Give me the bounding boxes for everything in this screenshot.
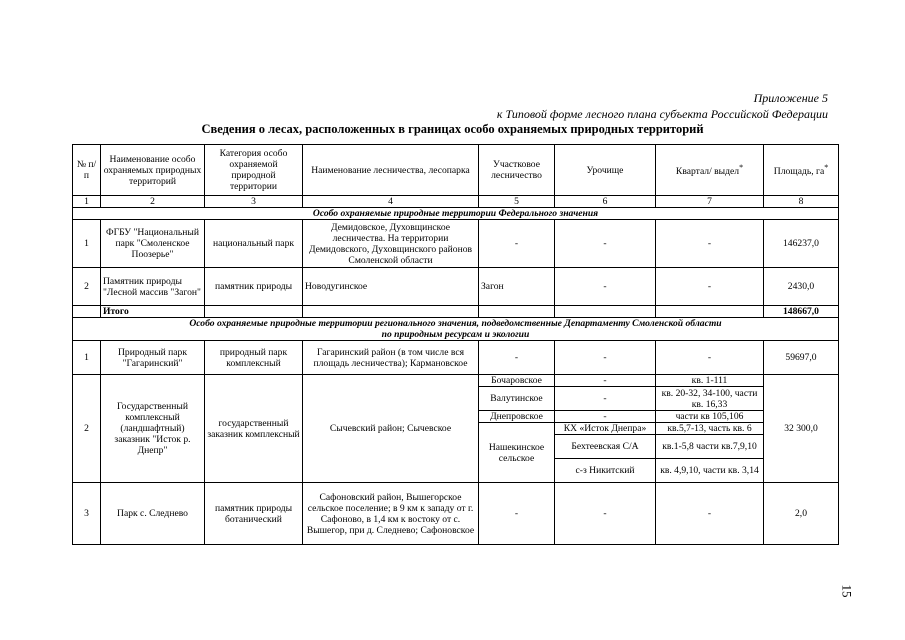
cell-tract: - — [555, 411, 656, 423]
cell-quarter: кв. 1-111 — [656, 375, 764, 387]
appendix-line-2: к Типовой форме лесного плана субъекта Российской Федерации — [496, 107, 828, 121]
cell-district: Бочаровское — [479, 375, 555, 387]
cell-district: - — [479, 341, 555, 375]
table-row — [73, 375, 839, 387]
protected-areas-table — [72, 144, 839, 545]
cell-quarter: кв.1-5,8 части кв.7,9,10 — [656, 435, 764, 459]
table-row — [73, 220, 839, 268]
table-row — [73, 483, 839, 545]
cell-num: 2 — [73, 268, 101, 306]
cell-quarter: кв. 4,9,10, части кв. 3,14 — [656, 459, 764, 483]
cell-forestry: Сафоновский район, Вышегорское сельское поселение; в 9 км к западу от г. Сафоново, в 1,4 км к востоку от с. Вышегор, при д. Следнево; Сафоновское — [303, 483, 479, 545]
cell-name: ФГБУ "Национальный парк "Смоленское Поозерье" — [101, 220, 205, 268]
colnum: 1 — [73, 196, 101, 208]
cell-tract: КХ «Исток Днепра» — [555, 423, 656, 435]
cell-tract: - — [555, 387, 656, 411]
cell-num: 1 — [73, 220, 101, 268]
section-regional-line-1: Особо охраняемые природные территории регионального значения, подведомственные Департаменту Смоленской области — [189, 318, 722, 329]
table-row — [73, 268, 839, 306]
cell-quarter: - — [656, 341, 764, 375]
section-regional-title — [73, 318, 839, 341]
cell-quarter: кв.5,7-13, часть кв. 6 — [656, 423, 764, 435]
col-area-header — [764, 145, 839, 196]
colnum: 4 — [303, 196, 479, 208]
cell-area: 2,0 — [764, 483, 839, 545]
header-row — [73, 145, 839, 196]
cell-tract: с-з Никитский — [555, 459, 656, 483]
cell-category: государственный заказник комплексный — [205, 375, 303, 483]
cell-num: 2 — [73, 375, 101, 483]
col-district-header: Участковое лесничество — [479, 145, 555, 196]
cell-forestry: Новодугинское — [303, 268, 479, 306]
cell-num: 1 — [73, 341, 101, 375]
col-category-header: Категория особо охраняемой природной территории — [205, 145, 303, 196]
cell-quarter: - — [656, 483, 764, 545]
colnum: 5 — [479, 196, 555, 208]
cell-forestry: Сычевский район; Сычевское — [303, 375, 479, 483]
col-area-header-text: Площадь, га — [773, 166, 825, 178]
colnum: 3 — [205, 196, 303, 208]
column-numbers-row — [73, 196, 839, 208]
cell-category: национальный парк — [205, 220, 303, 268]
col-num-header: № п/п — [73, 145, 101, 196]
col-quarter-header — [656, 145, 764, 196]
page-number: 15 — [839, 584, 855, 598]
footnote-mark: * — [824, 163, 829, 173]
colnum: 2 — [101, 196, 205, 208]
cell-district: Валутинское — [479, 387, 555, 411]
cell-name: Памятник природы "Лесной массив "Загон" — [101, 268, 205, 306]
cell-forestry: Демидовское, Духовщинское лесничества. На территории Демидовского, Духовщинского районов Смоленской области — [303, 220, 479, 268]
col-quarter-header-text: Квартал/ выдел — [675, 166, 740, 178]
section-regional-line-2: по природным ресурсам и экологии — [381, 329, 530, 340]
cell-name: Парк с. Следнево — [101, 483, 205, 545]
cell-tract: Бехтеевская С/А — [555, 435, 656, 459]
cell-quarter: части кв 105,106 — [656, 411, 764, 423]
col-name-header: Наименование особо охраняемых природных территорий — [101, 145, 205, 196]
cell-quarter: - — [656, 220, 764, 268]
colnum: 7 — [656, 196, 764, 208]
total-value: 148667,0 — [764, 306, 839, 318]
table-row — [73, 341, 839, 375]
cell-tract: - — [555, 375, 656, 387]
cell-quarter: кв. 20-32, 34-100, части кв. 16,33 — [656, 387, 764, 411]
cell-quarter: - — [656, 268, 764, 306]
cell-district: Днепровское — [479, 411, 555, 423]
appendix-note — [497, 90, 828, 122]
section-federal-title: Особо охраняемые природные территории Федерального значения — [73, 208, 839, 220]
col-tract-header: Урочище — [555, 145, 656, 196]
cell-name: Природный парк "Гагаринский" — [101, 341, 205, 375]
cell-district: Нашекинское сельское — [479, 423, 555, 483]
section-federal-row — [73, 208, 839, 220]
appendix-line-1: Приложение 5 — [753, 91, 828, 105]
cell-area: 2430,0 — [764, 268, 839, 306]
cell-area: 32 300,0 — [764, 375, 839, 483]
total-row — [73, 306, 839, 318]
colnum: 8 — [764, 196, 839, 208]
cell-area: 59697,0 — [764, 341, 839, 375]
section-regional-row — [73, 318, 839, 341]
footnote-mark: * — [739, 163, 744, 173]
cell-category: памятник природы — [205, 268, 303, 306]
cell-district: - — [479, 483, 555, 545]
cell-category: памятник природы ботанический — [205, 483, 303, 545]
page-title: Сведения о лесах, расположенных в границах особо охраняемых природных территорий — [201, 122, 704, 136]
cell-tract: - — [555, 268, 656, 306]
cell-area: 146237,0 — [764, 220, 839, 268]
cell-tract: - — [555, 341, 656, 375]
colnum: 6 — [555, 196, 656, 208]
col-forestry-header: Наименование лесничества, лесопарка — [303, 145, 479, 196]
cell-tract: - — [555, 220, 656, 268]
cell-num: 3 — [73, 483, 101, 545]
total-label: Итого — [101, 306, 205, 318]
cell-district: - — [479, 220, 555, 268]
cell-forestry: Гагаринский район (в том числе вся площадь лесничества); Кармановское — [303, 341, 479, 375]
cell-name: Государственный комплексный (ландшафтный) заказник "Исток р. Днепр" — [101, 375, 205, 483]
cell-tract: - — [555, 483, 656, 545]
cell-category: природный парк комплексный — [205, 341, 303, 375]
cell-district: Загон — [479, 268, 555, 306]
